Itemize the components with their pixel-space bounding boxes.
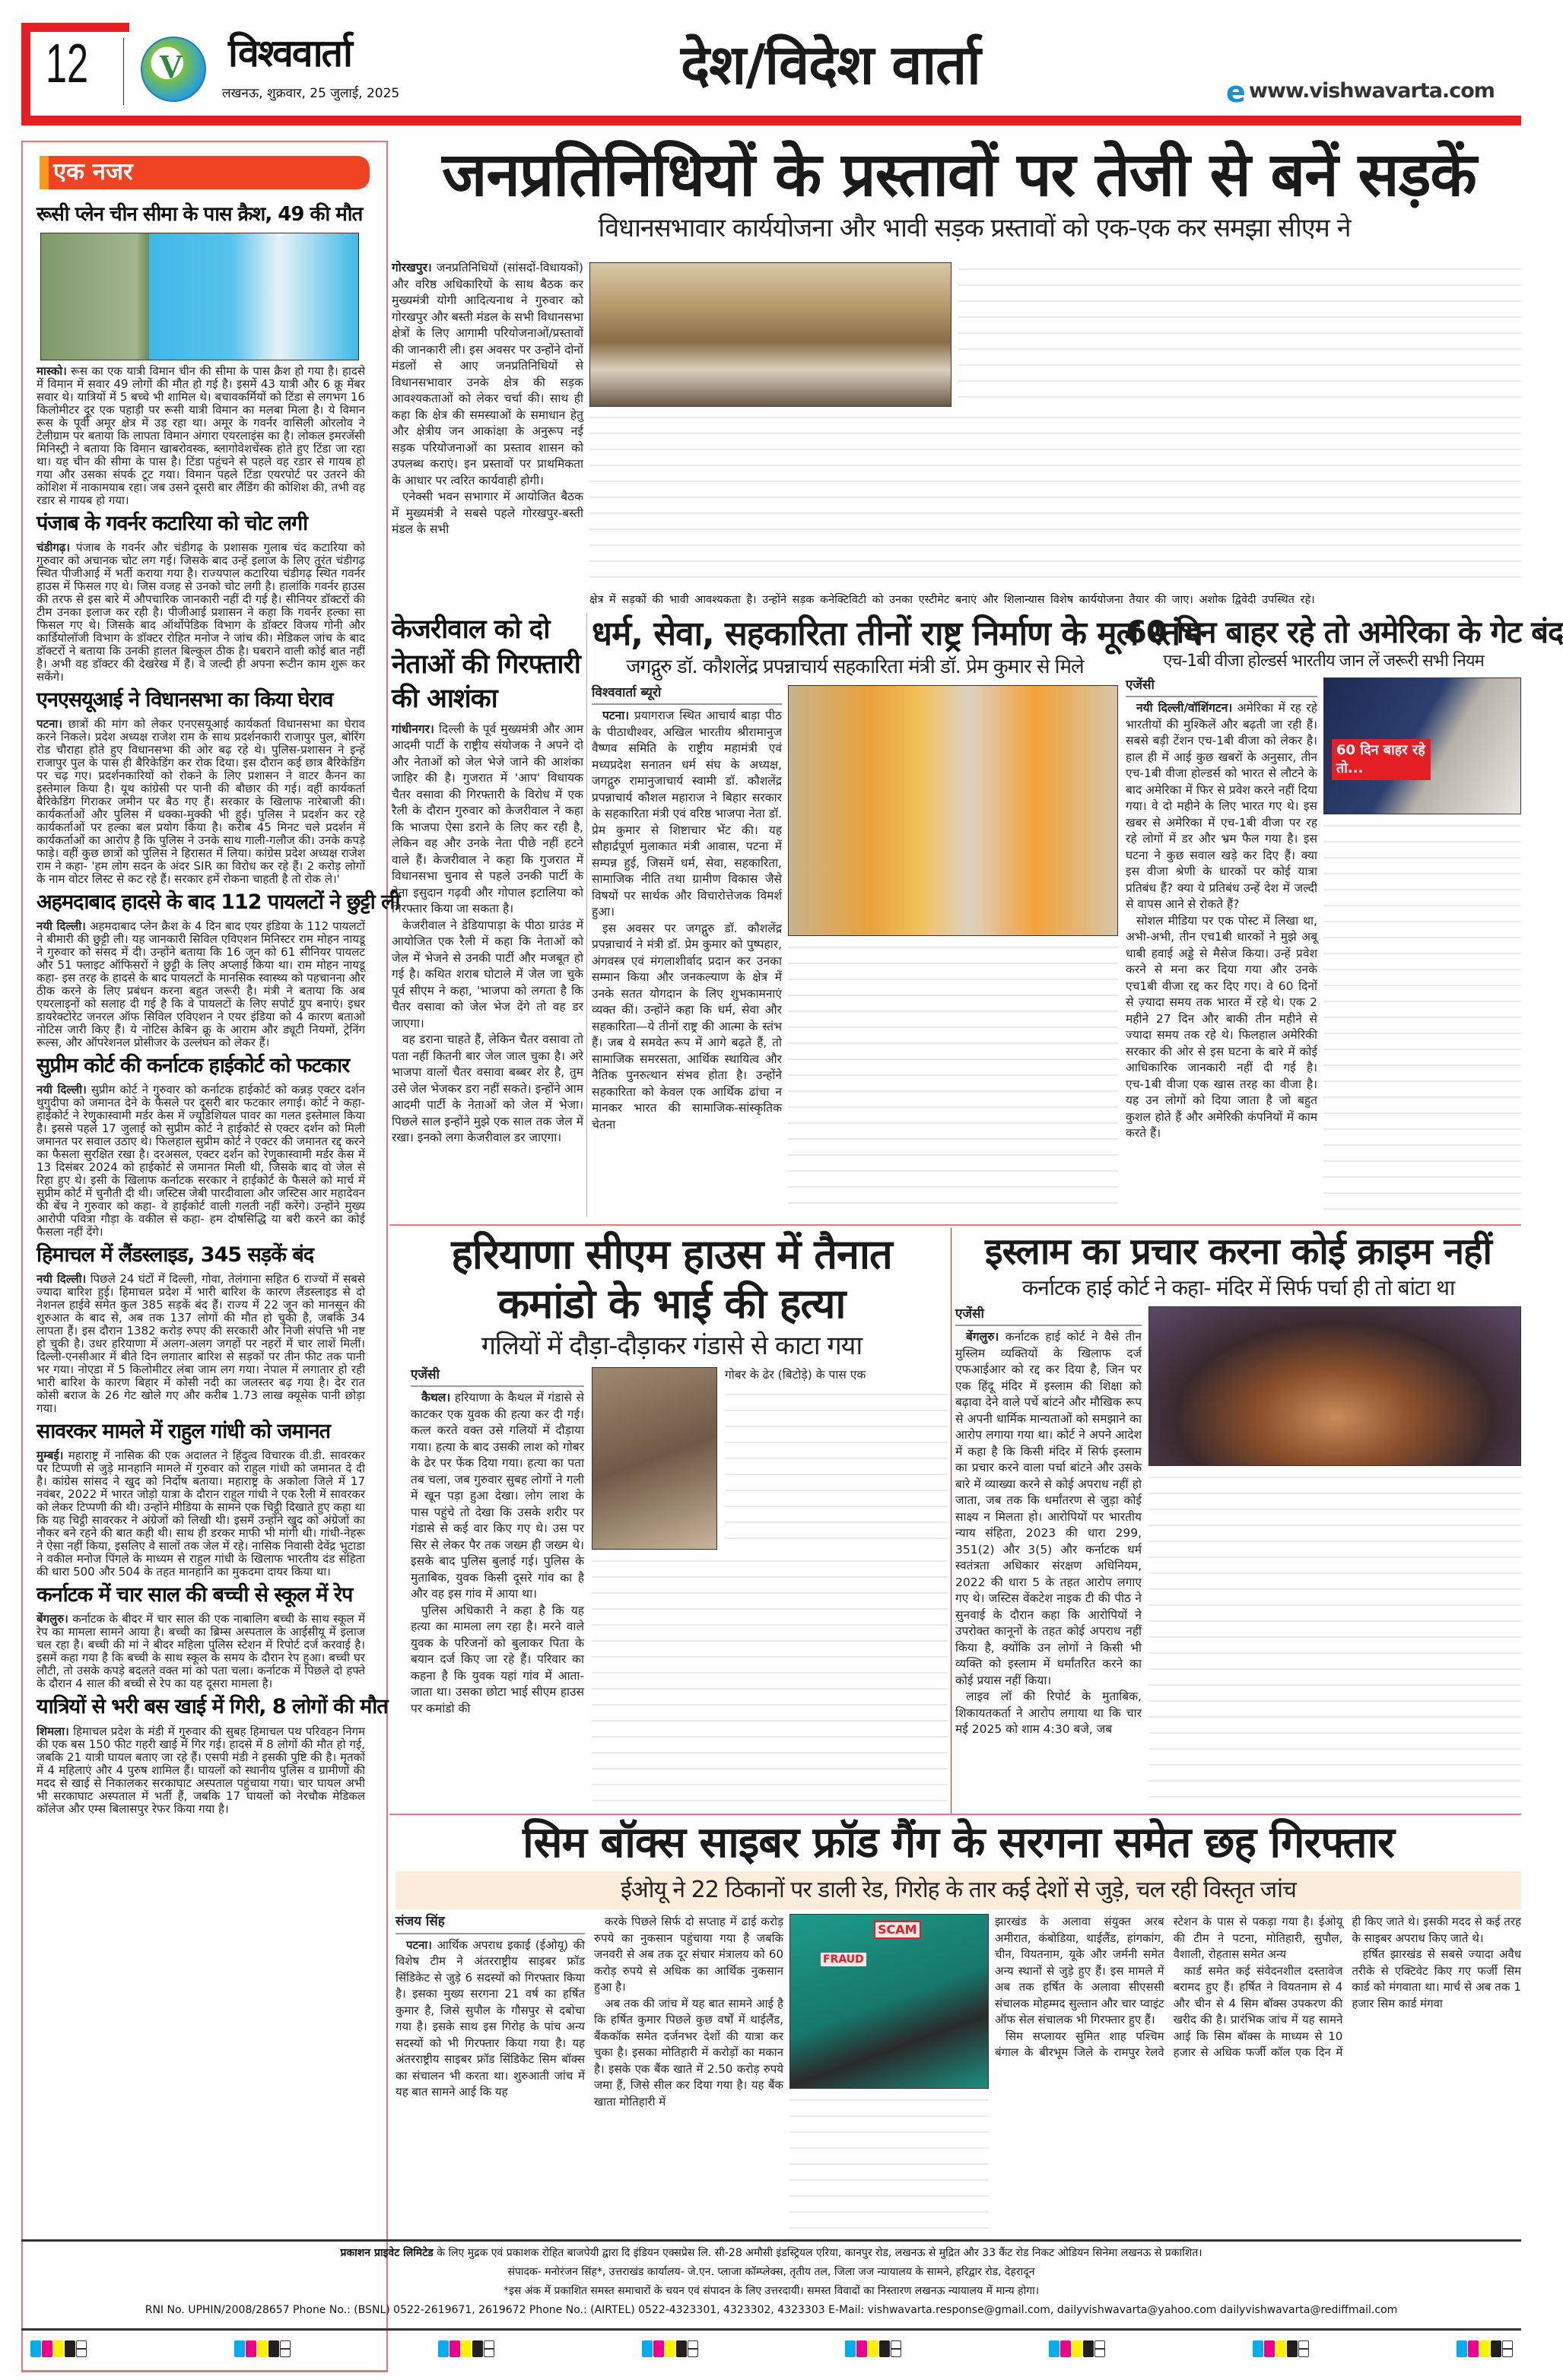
ek-nazar-headline: कर्नाटक में चार साल की बच्ची से स्कूल में रेप xyxy=(37,1583,353,1607)
simbox-columns xyxy=(396,1914,1521,2237)
ek-nazar-label-bar xyxy=(40,156,370,189)
imprint-line1 xyxy=(21,2244,1521,2263)
haryana-para: पुलिस अधिकारी ने कहा है कि यह हत्या का मामला लग रहा है। मरने वाले युवक के परिजनों को बुलाकर पिता के बयान दर्ज किए जा रहे हैं। परिवार का कहना है कि युवक यहां गांव में आता-जाता था। उसका छोटा भाई सीएम हाउस पर कमांडो की xyxy=(411,1603,584,1715)
simbox-para: कार्ड समेत कई संवेदनशील दस्तावेज बरामद हुए हैं। हर्षित ने वियतनाम से 4 और चीन से 4 सिम बॉक्स उपकरण की खरीद की है। प्रारंभिक जांच में यह सामने आई कि सिम बॉक्स के माध्यम से 10 हजार से अधिक फर्जी कॉल एक दिन में ही किए जाते थे। इसकी मदद से कई तरह के साइबर अपराध किए जाते थे। xyxy=(1173,1915,1521,2060)
logo-v-mark: V xyxy=(159,48,183,85)
color-swatch xyxy=(665,2340,675,2357)
dharm-para: प्रयागराज स्थित आचार्य बाड़ा पीठ के पीठाधीश्वर, अखिल भारतीय श्रीरामानुज वैष्णव समिति के राष्ट्रीय महामंत्री एवं मध्यप्रदेश सनातन धर्म संघ के अध्यक्ष, जगद्गुरु रामानुजाचार्य स्वामी डॉ. कौशलेंद्र प्रपन्नाचार्य कौशल महाराज ने बिहार सरकार के सहकारिता मंत्री एवं वरिष्ठ भाजपा नेता डॉ. प्रेम कुमार से शिष्टाचार भेंट की। यह सौहार्द्रपूर्ण मुलाकात मंत्री आवास, पटना में सम्पन्न हुई, जिसमें धर्म, सेवा, सहकारिता, सामाजिक नीति तथा ग्रामीण विकास जैसे विषयों पर सार्थक और विचारोत्तेजक विमर्श हुआ। xyxy=(592,709,782,919)
simbox-para: आर्थिक अपराध इकाई (ईओयू) की विशेष टीम ने अंतरराष्ट्रीय साइबर फ्रॉड सिंडिकेट से जुड़े 6 सदस्यों को गिरफ्तार किया है। इसका मुख्य सरगना 21 वर्ष का हर्षित कुमार है, जिसे सुपौल के गौसपुर से दबोचा गया है। इसके साथ इस गिरोह के पांच अन्य सदस्यों को भी गिरफ्तार किया गया है। यह अंतरराष्ट्रीय साइबर फ्रॉड सिंडिकेट सिम बॉक्स का संचालन भी करता था। शुरुआती जांच में यह बात सामने आई कि यह xyxy=(396,1937,585,2099)
simbox-headline: सिम बॉक्स साइबर फ्रॉड गैंग के सरगना समेत छह गिरफ्तार xyxy=(523,1818,1394,1868)
dharm-para: इस अवसर पर जगद्गुरु डॉ. कौशलेंद्र प्रपन्नाचार्य ने मंत्री डॉ. प्रेम कुमार को पुष्पहार, अंगवस्त्र एवं मंगलाशीर्वाद प्रदान कर उनका सम्मान किया और जनकल्याण के क्षेत्र में उनके सतत योगदान के लिए शुभकामनाएं व्यक्त कीं। उन्होंने कहा कि धर्म, सेवा और सहकारिता—ये तीनों राष्ट्र की आत्मा के स्तंभ हैं। जब ये समवेत रूप में आगे बढ़ते हैं, तो सामाजिक समरसता, आर्थिक स्थायित्व और नैतिक पुनरुत्थान संभव होता है। उन्होंने सहकारिता को केवल एक आर्थिक ढांचा न मानकर भारत की सामाजिक-सांस्कृतिक चेतना xyxy=(592,921,782,1131)
ek-nazar-body: पंजाब के गवर्नर और चंडीगढ़ के प्रशासक गुलाब चंद कटारिया को गुरुवार को अचानक चोट लग गई। जिसके बाद उन्हें इलाज के लिए तुरंत चंडीगढ़ स्थित पीजीआई में भर्ती कराया गया है। राज्यपाल कटारिया चंडीगढ़ स्थित गवर्नर हाउस में फिसल गए थे। जिस वजह से उनको चोट लगी है। हालांकि गवर्नर हाउस की तरफ से इस बारे में औपचारिक जानकारी नहीं दी गई है। सीनियर डॉक्टरों की टीम उनका इलाज कर रही है। पीजीआई प्रशासन ने कहा कि गवर्नर हल्का सा फिसल गए थे। जिसके बाद ऑर्थोपेडिक विभाग के डॉक्टर विजय गोनी और कार्डियोलॉजी विभाग के डॉक्टर रोहित मनोज ने जांच की। मेडिकल जांच के बाद डॉक्टरों ने बताया कि उनकी हालत बिल्कुल ठीक है। घबराने वाली कोई बात नहीं है। अभी वह डॉक्टर की देखरेख में हैं। वे जल्दी ही अपना रूटीन काम शुरू कर सकेंगे। xyxy=(37,540,365,684)
simbox-story xyxy=(396,1817,1521,2237)
ek-nazar-dateline: पटना। xyxy=(37,716,62,731)
kejriwal-body xyxy=(392,722,583,1217)
ie-logo-icon: e xyxy=(1226,75,1246,109)
footer-rule xyxy=(21,2239,1521,2242)
simbox-body-left xyxy=(396,1914,783,2237)
islam-dateline: बेंगलुरु। xyxy=(966,1330,999,1344)
ek-nazar-headline: सावरकर मामले में राहुल गांधी को जमानत xyxy=(37,1420,330,1444)
islam-para: लाइव लॉ की रिपोर्ट के मुताबिक, शिकायतकर्ता ने आरोप लगाया था कि चार मई 2025 को शाम 4:30 बजे, जब xyxy=(955,1690,1142,1737)
ek-nazar-text xyxy=(37,1725,365,1816)
ek-nazar-text xyxy=(37,541,365,684)
section-title: देश/विदेश वार्ता xyxy=(681,33,980,97)
lead-dateline: गोरखपुर। xyxy=(392,261,432,274)
photo-label: SCAM xyxy=(874,1921,921,1939)
color-bar-group xyxy=(234,2340,291,2360)
masthead-bracket-left xyxy=(21,23,30,125)
registration-mark xyxy=(891,2340,901,2357)
ek-nazar-headline: हिमाचल में लैंडस्लाइड, 345 सड़कें बंद xyxy=(37,1243,314,1268)
simbox-subheadline: ईओयू ने 22 ठिकानों पर डाली रेड, गिरोह के तार कई देशों से जुड़े, चल रही विस्तृत जांच xyxy=(621,1877,1296,1904)
imprint-contact-line: RNI No. UPHIN/2008/28657 Phone No.: (BSNL) 0522-2619671, 2619672 Phone No.: (AIRTEL) 0522-4323301, 4323302, 4323303 E-Mail: vishwavarta.response@gmail.com, dailyvishwavarta@yahoo.com dailyvishwavarta@rediffmail.com xyxy=(145,2304,1398,2316)
registration-mark xyxy=(688,2340,698,2357)
ek-nazar-dateline: मुम्बई। xyxy=(37,1449,64,1463)
ek-nazar-text xyxy=(37,1273,365,1415)
kejriwal-dateline: गांधीनगर। xyxy=(392,722,434,736)
ek-nazar-body: महाराष्ट्र में नासिक की एक अदालत ने हिंदुत्व विचारक वी.डी. सावरकर पर टिप्पणी से जुड़े मानहानि मामले में गुरुवार को राहुल गांधी को जमानत दे दी है। कांग्रेस सांसद ने खुद को निर्दोष बताया। महाराष्ट्र के अकोला जिले में 17 नवंबर, 2022 में भारत जोड़ो यात्रा के दौरान राहुल गांधी ने एक रैली में सावरकर को लेकर टिप्पणी की थी। उन्होंने मीडिया के सामने एक चिट्ठी दिखाते हुए कहा था कि यह चिट्ठी सावरकर ने अंग्रेजों को लिखी थी। इसमें उन्होंने खुद को अंग्रेजों का नौकर बने रहने की बात कही थी। साथ ही डरकर माफी भी मांगी थी। गांधी-नेहरू ने ऐसा नहीं किया, इसलिए वे सालों तक जेल में रहे। नासिक निवासी देवेंद्र भुटाडा ने वकील मनोज पिंगले के माध्यम से राहुल गांधी के खिलाफ भारतीय दंड संहिता की धारा 500 और 504 के तहत मानहानि का मुकदमा दायर किया था। xyxy=(37,1449,365,1579)
divider xyxy=(389,1814,1521,1815)
color-swatch xyxy=(653,2340,664,2357)
page-number: 12 xyxy=(46,33,89,94)
islam-body xyxy=(955,1306,1142,1810)
color-swatch xyxy=(472,2340,483,2357)
h1b-body-continued xyxy=(1323,819,1521,1217)
dharm-byline: विश्ववार्ता ब्यूरो xyxy=(592,685,782,706)
imprint-line2: संपादक- मनोरंजन सिंह*, उत्तराखंड कार्यालय- जे.एन. प्लाजा कॉम्प्लेक्स, तृतीय तल, जिला जज न्यायालय के सामने, हरिद्वार रोड, देहरादून xyxy=(507,2266,1035,2278)
haryana-columns xyxy=(396,1367,948,1810)
islam-subheadline: कर्नाटक हाई कोर्ट ने कहा- मंदिर में सिर्फ पर्चा ही तो बांटा था xyxy=(1021,1274,1455,1300)
lead-para: एनेक्सी भवन सभागार में आयोजित बैठक में मुख्यमंत्री ने सबसे पहले गोरखपुर-बस्ती मंडल के सभी xyxy=(392,490,583,536)
ek-nazar-dateline: मास्को। xyxy=(37,363,67,378)
simbox-para: करके पिछले सिर्फ दो सप्ताह में ढाई करोड़ रुपये का नुकसान पहुंचाया गया है जबकि जनवरी से अब तक दूर संचार मंत्रालय को 60 करोड़ रुपये से अधिक का आर्थिक नुकसान हुआ है। xyxy=(594,1915,783,1994)
ek-nazar-body: छात्रों की मांग को लेकर एनएसयूआई कार्यकर्ता विधानसभा का घेराव करने निकले। प्रदेश अध्यक्ष राजेश राम के साथ प्रदर्शनकारी राजापुर पुल, बोरिंग रोड चौराहा होते हुए विधानसभा की ओर बढ़ रहे थे। पुलिस-प्रशासन ने इन्हें राजापुर पुल के पास ही बैरिकेडिंग कर रोक दिया। इस दौरान कई छात्र बैरिकेडिंग पर चढ़ गए। प्रदर्शनकारियों को रोकने के लिए प्रशासन ने वाटर कैनन का इस्तेमाल किया है। यूथ कांग्रेसी पर पानी की बौछार की गई। वहीं कार्यकर्ता बैरिकेडिंग गिराकर जमीन पर बैठ गए हैं। सरकार के खिलाफ नारेबाजी की। कार्यकर्ताओं और पुलिस में धक्का-मुक्की भी हुई। पुलिस ने प्रदर्शन कर रहे कार्यकर्ताओं पर हल्का बल प्रयोग किया है। करीब 45 मिनट चले प्रदर्शन में कार्यकर्ताओं का आरोप है कि पुलिस ने उनके साथ गाली-गलौज की। उनके कपड़े फाड़े। वहीं कुछ छात्रों को पुलिस ने हिरासत में लिया। कांग्रेस प्रदेश अध्यक्ष राजेश राम ने कहा- 'हम लोग सदन के अंदर SIR का विरोध कर रहे हैं। 2 करोड़ लोगों के नाम वोटर लिस्ट से कट रहे हैं। सरकार हमें रोकना चाहती है तो रोक ले।' xyxy=(37,716,365,886)
color-swatch xyxy=(53,2340,64,2357)
color-swatch xyxy=(1287,2340,1298,2357)
h1b-story xyxy=(1126,614,1563,1217)
color-swatch xyxy=(676,2340,687,2357)
haryana-dateline: कैथल। xyxy=(421,1391,451,1405)
kejriwal-headline: केजरीवाल को दो नेताओं की गिरफ्तारी की आशंका xyxy=(392,614,580,714)
simbox-para: अब तक की जांच में यह बात सामने आई है कि हर्षित कुमार पिछले कुछ वर्षों में थाईलैंड, बैंककॉक समेत दर्जनभर देशों की यात्रा कर चुका है। इसका मोतिहारी में करोड़ों का मकान है। इसके एक बैंक खाते में 2.50 करोड़ रुपये जमा हैं, जिसे सील कर दिया गया है। यह बैंक खाता मोतिहारी में xyxy=(594,1996,783,2109)
haryana-headline-line1: हरियाणा सीएम हाउस में तैनात xyxy=(451,1230,892,1278)
h1b-photo-caption: 60 दिन बाहर रहे तो... xyxy=(1332,739,1431,780)
color-bar-group xyxy=(1049,2340,1106,2360)
lead-body-continued xyxy=(958,262,1521,411)
ek-nazar-text xyxy=(37,718,365,886)
ek-nazar-dateline: नयी दिल्ली। xyxy=(37,1083,87,1097)
color-swatch xyxy=(1264,2340,1275,2357)
h1b-byline: एजेंसी xyxy=(1126,678,1317,698)
color-swatch xyxy=(1253,2340,1263,2357)
ek-nazar-dateline: चंडीगढ़। xyxy=(37,540,71,554)
kejriwal-story xyxy=(392,613,583,1217)
color-bar-group xyxy=(30,2340,87,2360)
color-swatch xyxy=(438,2340,449,2357)
ek-nazar-dateline: नयी दिल्ली। xyxy=(37,1272,87,1287)
dharm-photo xyxy=(788,685,1118,936)
color-swatch xyxy=(1457,2340,1467,2357)
color-bar-group xyxy=(1253,2340,1310,2360)
imprint-line3: *इस अंक में प्रकाशित समस्त समाचारों के चयन एवं संपादन के लिए उत्तरदायी। समस्त विवादों का निस्तारण लखनऊ न्यायालय में मान्य होगा। xyxy=(503,2285,1040,2297)
dharm-headline: धर्म, सेवा, सहकारिता तीनों राष्ट्र निर्माण के मूल स्तंभ xyxy=(592,614,1202,653)
registration-mark xyxy=(280,2340,291,2357)
plane-crash-photo xyxy=(40,233,359,360)
color-swatch xyxy=(845,2340,856,2357)
ek-nazar-body: सुप्रीम कोर्ट ने गुरुवार को कर्नाटक हाईकोर्ट को कन्नड़ एक्टर दर्शन थुगुदीपा को जमानत देने के फैसले पर दूसरी बार फटकार लगाई। कोर्ट ने कहा- हाईकोर्ट ने रेणुकास्वामी मर्डर केस में ज्यूडिशियल पावर का गलत इस्तेमाल किया है। इससे पहले 17 जुलाई को सुप्रीम कोर्ट ने हाईकोर्ट से एक्टर दर्शन को मिली जमानत पर सवाल उठाए थे। फिलहाल सुप्रीम कोर्ट ने एक्टर की जमानत रद्द करने का फैसला सुरक्षित रखा है। दरअसल, एक्टर दर्शन को रेणुकास्वामी मर्डर केस में 13 दिसंबर 2024 को हाईकोर्ट से जमानत मिली थी, जिसके बाद वो जेल से रिहा हुए थे। इसी के खिलाफ कर्नाटक सरकार ने हाईकोर्ट के फैसले को मार्च में सुप्रीम कोर्ट में चुनौती दी थी। जस्टिस जेबी पारदीवाला और जस्टिस आर महादेवन की बेंच ने गुरुवार को कहा- वे हाईकोर्ट वाली गलती नहीं करेंगे। उन्होंने मुख्य आरोपी पवित्रा गौड़ा के वकील से कहा- हम दोषसिद्धि या बरी करने का कोई फैसला नहीं देंगे। xyxy=(37,1083,365,1239)
islam-photo-gavel xyxy=(1148,1306,1521,1466)
color-swatch xyxy=(1479,2340,1490,2357)
color-swatch xyxy=(1060,2340,1071,2357)
color-swatch xyxy=(1491,2340,1501,2357)
color-swatch xyxy=(1049,2340,1059,2357)
lead-headline: जनप्रतिनिधियों के प्रस्तावों पर तेजी से बनें सड़कें xyxy=(442,139,1476,210)
divider xyxy=(389,1224,1521,1226)
h1b-subheadline: एच-1बी वीजा होल्डर्स भारतीय जान लें जरूरी सभी नियम xyxy=(1163,652,1484,671)
ek-nazar-body: कर्नाटक के बीदर में चार साल की एक नाबालिग बच्ची के साथ स्कूल में रेप का मामला सामने आया है। बच्ची का ब्रिम्स अस्पताल के आईसीयू में इलाज चल रहा है। बच्ची की मां ने बीदर महिला पुलिस स्टेशन में रिपोर्ट दर्ज करवाई है। इसमें कहा गया है कि बच्ची के साथ स्कूल के समय के दौरान रेप हुआ। बच्ची घर लौटी, तो उसके कपड़े बदलते वक्त मां को पता चला। कर्नाटक में पिछले दो हफ्ते के दौरान 4 साल की बच्ची से रेप का यह दूसरा मामला है। xyxy=(37,1612,365,1691)
islam-body-continued xyxy=(1148,1471,1521,1810)
color-swatch xyxy=(30,2340,41,2357)
color-swatch xyxy=(1072,2340,1082,2357)
color-swatch xyxy=(1275,2340,1286,2357)
print-color-marks xyxy=(30,2340,1514,2360)
lead-subheadline: विधानसभावार कार्ययोजना और भावी सड़क प्रस्तावों को एक-एक कर समझा सीएम ने xyxy=(598,213,1351,243)
ek-nazar-headline: सुप्रीम कोर्ट की कर्नाटक हाईकोर्ट को फटकार xyxy=(37,1054,350,1078)
color-bar-group xyxy=(642,2340,699,2360)
color-swatch xyxy=(65,2340,75,2357)
simbox-photo-fraud xyxy=(789,1914,989,2089)
haryana-body-continued xyxy=(592,1554,948,1810)
imprint-text: के लिए मुद्रक एवं प्रकाशक रोहित बाजपेयी द्वारा दि इंडियन एक्सप्रेस लि. सी-28 अमौसी इंडस्ट्रियल एरिया, कानपुर रोड, लखनऊ से मुद्रित और 33 कैंट रोड निकट ओडियन सिनेमा लखनऊ से प्रकाशित। xyxy=(437,2247,1202,2259)
color-bar-group xyxy=(1457,2340,1514,2360)
lead-header xyxy=(397,138,1521,257)
divider xyxy=(123,38,124,105)
ek-nazar-headline: अहमदाबाद हादसे के बाद 112 पायलटों ने छुट्टी ली xyxy=(37,890,400,914)
registration-mark xyxy=(1094,2340,1105,2357)
dharm-body xyxy=(592,685,782,1217)
column-rule xyxy=(586,613,587,1217)
islam-story xyxy=(955,1230,1521,1810)
ek-nazar-text xyxy=(37,1613,365,1690)
lead-body-continued xyxy=(589,411,1521,585)
color-swatch xyxy=(879,2340,890,2357)
color-swatch xyxy=(1468,2340,1479,2357)
h1b-dateline: नयी दिल्ली/वॉशिंगटन। xyxy=(1136,701,1233,716)
color-swatch xyxy=(234,2340,245,2357)
simbox-para: सिम सप्लायर सुमित शाह पश्चिम बंगाल के बीरभूम जिले के रामपुर रेलवे स्टेशन के पास से पकड़ा गया है। ईओयू की टीम ने पटना, मोतिहारी, सुपौल, वैशाली, रोहतास समेत अन्य xyxy=(995,1915,1343,2060)
registration-mark xyxy=(76,2340,87,2357)
haryana-para: हरियाणा के कैथल में गंडासे से काटकर एक युवक की हत्या कर दी गई। कत्ल करते वक्त उसे गलियों में दौड़ाया गया। हत्या के बाद उसकी लाश को गोबर के ढेर पर फेंक दिया गया। हत्या का पता तब चला, जब गुरुवार सुबह लोगों ने गली में खून पड़ा हुआ देखा। लोग लाश के पास पहुंचे तो देखा कि उसके शरीर पर गंडासे से कई वार किए गए थे। उस पर सिर से लेकर पैर तक जख्म ही जख्म थे। इसके बाद पुलिस बुलाई गई। पुलिस के मुताबिक, युवक किसी दूसरे गांव का है और वह इस गांव में आया था। xyxy=(411,1391,584,1601)
website-link[interactable]: www.vishwavarta.com xyxy=(1249,79,1495,103)
color-swatch xyxy=(461,2340,472,2357)
haryana-headline-line2: कमांडो के भाई की हत्या xyxy=(497,1279,846,1328)
ek-nazar-headline: पंजाब के गवर्नर कटारिया को चोट लगी xyxy=(37,511,308,535)
dateline: लखनऊ, शुक्रवार, 25 जुलाई, 2025 xyxy=(222,86,400,101)
h1b-para: सोशल मीडिया पर एक पोस्ट में लिखा था, अभी-अभी, तीन एच1बी धारकों ने मुझे अबू धाबी हवाई अड्डे से मैसेज किया। उन्हें प्रवेश करने से मना कर दिया गया और उनके एच1बी वीजा रद्द कर दिए गए। वे 60 दिनों से ज़्यादा समय तक भारत में रहे थे। एक 2 महीने 27 दिन और बाकी तीन महीने से ज्यादा समय तक रहे थे। फिलहाल अमेरिकी सरकार की ओर से इस घटना के बारे में कोई आधिकारिक जानकारी नहीं दी गई है। एच-1बी वीजा एक खास तरह का वीजा है। यह उन लोगों को दिया जाता है जो बहुत कुशल होते हैं और अमेरिकी कंपनियों में काम करते हैं। xyxy=(1126,913,1317,1141)
haryana-para: गोबर के ढेर (बिटोड़े) के पास एक xyxy=(725,1367,866,1382)
ek-nazar-headline: रूसी प्लेन चीन सीमा के पास क्रैश, 49 की मौत xyxy=(37,203,363,226)
color-bar-group xyxy=(438,2340,495,2360)
ek-nazar-dateline: शिमला। xyxy=(37,1724,69,1738)
registration-mark xyxy=(1298,2340,1309,2357)
haryana-byline: एजेंसी xyxy=(411,1367,584,1388)
ek-nazar-body: हिमाचल प्रदेश के मंडी में गुरुवार की सुबह हिमाचल पथ परिवहन निगम की एक बस 150 फीट गहरी खाई में गिर गई। हादसे में 8 लोगों की मौत हो गई, जबकि 21 यात्री घायल बताए जा रहे हैं। एसपी मंडी ने इसकी पुष्टि की है। मृतकों में 4 महिलाएं और 4 पुरुष शामिल हैं। घायलों को स्थानीय पुलिस व ग्रामीणों की मदद से खाई से निकालकर सरकाघाट अस्पताल पहुंचाया गया। चार घायल अभी भी सरकाघाट अस्पताल में भर्ती हैं, जबकि 17 घायलों को नेरचौक मेडिकल कॉलेज और एम्स बिलासपुर रेफर किया गया है। xyxy=(37,1724,365,1816)
ek-nazar-label: एक नजर xyxy=(53,158,133,186)
ek-nazar-body: रूस का एक यात्री विमान चीन की सीमा के पास क्रैश हो गया है। हादसे में विमान में सवार 49 लोगों की मौत हो गई है। इसमें 43 यात्री और 6 क्रू मेंबर सवार थे। यात्रियों में 5 बच्चे भी शामिल थे। बचावकर्मियों को टिंडा से लगभग 16 किलोमीटर दूर एक पहाड़ी पर रूसी यात्री विमान का मलबा मिला है। ये विमान रूस के पूर्वी अमूर क्षेत्र में उड़ रहा था। अमूर के गवर्नर वासिली ओरलोव ने टेलीग्राम पर बताया कि लापता विमान अंगारा एयरलाइंस का है। लोकल इमरजेंसी मिनिस्ट्री ने बताया कि विमान खाबरोवस्क, ब्लागोवेशचेंस्क होते हुए टिंडा जा रहा था। यह चीन की सीमा के पास है। टिंडा पहुंचने से पहले वह रडार से गायब हो गया और उसका संपर्क टूट गया। विमान पहले टिंडा एयरपोर्ट पर उतरने की कोशिश में नाकामयाब रहा। जब उसने दूसरी बार लैंडिंग की कोशिश की, तभी वह रडार से गायब हो गया। xyxy=(37,363,365,507)
haryana-body-col2 xyxy=(725,1367,948,1384)
simbox-body-right xyxy=(995,1914,1521,2237)
ek-nazar-text xyxy=(37,920,365,1049)
color-swatch xyxy=(246,2340,256,2357)
islam-para: कर्नाटक हाई कोर्ट ने वैसे तीन मुस्लिम व्यक्तियों के खिलाफ दर्ज एफआईआर को रद्द कर दिया है, जिन पर एक हिंदू मंदिर में इस्लाम की शिक्षा को बढ़ावा देने वाले पर्चे बांटने और मौखिक रूप से अपनी धार्मिक मान्यताओं को समझाने का आरोप लगाया गया था। कोर्ट ने अपने आदेश में कहा है कि किसी मंदिर में सिर्फ इस्लाम का प्रचार करने वाला पर्चा बांटने और उसके बारे में व्याख्या करने से कोई अपराध नहीं हो जाता, जब तक कि धर्मांतरण से जुड़ा कोई साक्ष्य न मिलता हो। आरोपियों पर भारतीय न्याय संहिता, 2023 की धारा 299, 351(2) और 3(5) और कर्नाटक धर्म स्वतंत्रता अधिकार संरक्षण अधिनियम, 2022 की धारा 5 के तहत आरोप लगाए गए थे। जस्टिस वेंकटेश नाइक टी की पीठ ने सुनवाई के दौरान कहा कि आरोपियों ने उपरोक्त कानूनों के तहत कोई अपराध नहीं किया है, क्योंकि उन लोगों ने किसी भी व्यक्ति को इस्लाम में धर्मांतरित करने का कोई प्रयास नहीं किया। xyxy=(955,1330,1142,1687)
kejriwal-para: वह डराना चाहते हैं, लेकिन चैतर वसावा तो पता नहीं कितनी बार जेल जाल चुका है। अरे भाजपा वालों चैतर वसावा बब्बर शेर है, तुम उसे जेल भेजकर डरा नहीं सकते। इन्होंने आम आदमी पार्टी के नेताओं को जेल में भेजा। पिछले साल इन्होंने मुझे एक साल तक जेल में रखा। इनको लगा केजरीवाल डर जाएगा। xyxy=(392,1033,583,1144)
masthead-rule xyxy=(21,116,1521,125)
ek-nazar-body: पिछले 24 घंटों में दिल्ली, गोवा, तेलंगाना सहित 6 राज्यों में सबसे ज्यादा बारिश हुई। हिमाचल प्रदेश में भारी बारिश के कारण लैंडस्लाइड से दो नेशनल हाईवे समेत कुल 385 सड़कें बंद हैं। राज्य में 22 जून को मानसून की शुरुआत के बाद से, अब तक 137 लोगों की मौत हो चुकी है, जबकि 34 लापता हैं। इस दौरान 1382 करोड़ रुपए की सरकारी और निजी संपत्ति भी नष्ट हो चुकी है। उधर हरियाणा में अलग-अलग जगहों पर नहरों में चार लाशें मिलीं। दिल्ली-एनसीआर में बीते दिन लगातार बारिश से सड़कों पर तीन फीट तक पानी भर गया। नोएडा में 5 किलोमीटर लंबा जाम लग गया। नेपाल में लगातार हो रही भारी बारिश के कारण बिहार में कोसी नदी का जलस्तर बढ़ गया है। देर रात कोसी बराज के 26 गेट खोले गए और करीब 1.73 लाख क्यूसेक पानी छोड़ा गया। xyxy=(37,1272,365,1416)
haryana-story xyxy=(396,1230,948,1810)
color-swatch xyxy=(268,2340,279,2357)
simbox-body-continued xyxy=(789,2093,989,2237)
color-swatch xyxy=(642,2340,653,2357)
lead-para: जनप्रतिनिधियों (सांसदों-विधायकों) और वरिष्ठ अधिकारियों के साथ बैठक कर मुख्यमंत्री योगी आदित्यनाथ ने गुरुवार को गोरखपुर और बस्ती मंडल के सभी विधानसभा क्षेत्रों के लिए आगामी परियोजनाओं/प्रस्तावों की जानकारी ली। इस अवसर पर उन्होंने दोनों मंडलों से आए जनप्रतिनिधियों से विधानसभावार उनके क्षेत्र की सड़क आवश्यकताओं को लेकर चर्चा की। साथ ही कहा कि क्षेत्र की समस्याओं के समाधान हेतु और क्षेत्रीय जन आकांक्षा के अनुरूप नई सड़क परियोजनाओं का प्रस्ताव शासन को उपलब्ध कराएं। इन प्रस्तावों पर प्राथमिकता के आधार पर त्वरित कार्यवाही होगी। xyxy=(392,261,583,487)
lead-closing-line: क्षेत्र में सड़कों की भावी आवश्यकता है। उन्होंने सड़क कनेक्टिविटी को उनका एस्टीमेट बनाएं और शिलान्यास विशेष कार्ययोजना तैयार की जाए। अशोक द्विवेदी उपस्थित रहे। xyxy=(589,594,1315,606)
color-swatch xyxy=(868,2340,878,2357)
color-swatch xyxy=(42,2340,52,2357)
color-bar-group xyxy=(845,2340,902,2360)
kejriwal-para: दिल्ली के पूर्व मुख्यमंत्री और आम आदमी पार्टी के राष्ट्रीय संयोजक ने अपने दो और नेताओं को जेल भेजे जाने की आशंका जाहिर की है। गुजरात में 'आप' विधायक चैतर वसावा की गिरफ्तारी के विरोध में एक रैली के दौरान गुरुवार को केजरीवाल ने कहा कि भाजपा ऐसा डराने के लिए कर रही है, लेकिन वह और उनके नेता पीछे नहीं हटने वाले हैं। केजरीवाल ने कहा कि गुजरात में विधानसभा चुनाव से पहले उनकी पार्टी के नेता इसुदान गढ़वी और गोपाल इटालिया को गिरफ्तार किया जा सकता है। xyxy=(392,722,583,916)
paper-name: विश्ववार्ता xyxy=(228,31,351,75)
imprint xyxy=(21,2244,1521,2320)
dharm-body-continued xyxy=(788,941,1118,1217)
h1b-body xyxy=(1126,678,1317,1217)
masthead-bracket-top xyxy=(21,23,129,32)
islam-columns xyxy=(955,1306,1521,1810)
ek-nazar-text xyxy=(37,365,365,507)
registration-mark xyxy=(484,2340,494,2357)
h1b-para: अमेरिका में रह रहे भारतीयों की मुश्किलें और बढ़ती जा रही हैं। सबसे बड़ी टेंशन एच-1बी वीजा को लेकर है। हाल ही में आई कुछ खबरों के अनुसार, तीन एच-1बी वीजा होल्डर्स को भारत से लौटने के बाद अमेरिका में फिर से प्रवेश करने नहीं दिया गया। वे दो महीने के लिए भारत गए थे। इस खबर से अमेरिका में एच-1बी वीजा पर रह रहे लोगों में डर और भ्रम फैल गया है। इस घटना ने कुछ सवाल खड़े कर दिए हैं। क्या इस वीजा श्रेणी के धारकों पर कोई यात्रा प्रतिबंध हैं? क्या ये प्रतिबंध उन्हें देश में जल्दी से वापस आने से रोकते हैं? xyxy=(1126,701,1317,912)
publisher-name: प्रकाशन प्राइवेट लिमिटेड xyxy=(340,2247,434,2259)
simbox-byline: संजय सिंह xyxy=(396,1914,585,1934)
h1b-headline: 60 दिन बाहर रहे तो अमेरिका के गेट बंद xyxy=(1126,615,1563,650)
ek-nazar-headline: यात्रियों से भरी बस खाई में गिरी, 8 लोगों की मौत xyxy=(37,1695,388,1719)
islam-headline: इस्लाम का प्रचार करना कोई क्राइम नहीं xyxy=(985,1230,1492,1273)
ek-nazar-text xyxy=(37,1084,365,1239)
color-swatch xyxy=(257,2340,268,2357)
kejriwal-para: केजरीवाल ने डेडियापाड़ा के पीठा ग्राउंड में आयोजित एक रैली में कहा कि नेताओं को जेल में भेजने से उनकी पार्टी और मजबूत हो गई है। कथित शराब घोटाले में जेल जा चुके पूर्व सीएम ने कहा, 'भाजपा को लगता है कि चैतर वसावा को जेल भेज देंगे तो वह डर जाएगा। xyxy=(392,918,583,1030)
ek-nazar-dateline: बेंगलुरु। xyxy=(37,1612,68,1626)
dharm-dateline: पटना। xyxy=(602,709,630,723)
simbox-dateline: पटना। xyxy=(406,1937,432,1952)
h1b-photo-passport xyxy=(1323,678,1521,814)
haryana-subheadline: गलियों में दौड़ा-दौड़ाकर गंडासे से काटा गया xyxy=(481,1330,863,1361)
photo-label: FRAUD xyxy=(821,1953,866,1966)
simbox-subheadline-bar xyxy=(396,1871,1521,1909)
color-swatch xyxy=(1083,2340,1094,2357)
simbox-para: हर्षित झारखंड से सबसे ज्यादा अवैध तरीके से एक्टिवेट किए गए फर्जी सिम कार्ड को मंगवाता था। मार्च से अब तक 1 हजार सिम कार्ड मंगवा xyxy=(1352,1947,1521,2010)
color-swatch xyxy=(450,2340,460,2357)
ek-nazar-list xyxy=(37,199,400,1816)
haryana-photo xyxy=(592,1367,717,1550)
simbox-para: झारखंड के अलावा संयुक्त अरब अमीरात, कंबोडिया, थाईलैंड, हांगकांग, चीन, वियतनाम, यूके और जर्मनी समेत अन्य स्थानों से जुड़े हुए हैं। इस मामले में अब तक हर्षित के अलावा सीएससी संचालक मोहम्मद सुल्तान और चार प्वाइंट ऑफ सेल संचालक भी गिरफ्तार हुए हैं। xyxy=(995,1915,1164,2027)
footer-bottom-rule xyxy=(21,2328,1521,2331)
islam-byline: एजेंसी xyxy=(955,1306,1142,1327)
h1b-columns xyxy=(1126,678,1521,1217)
ek-nazar-text xyxy=(37,1449,365,1579)
ek-nazar-body: अहमदाबाद प्लेन क्रैश के 4 दिन बाद एयर इंडिया के 112 पायलटों ने बीमारी की छुट्टी ली। यह जानकारी सिविल एविएशन मिनिस्टर राम मोहन नायडू ने गुरुवार को संसद में दी। उन्होंने बताया कि 16 जून को 61 सीनियर पायलट और 51 फ्लाइट ऑफिसरों ने छुट्टी के लिए अप्लाई किया था। राम मोहन नायडू कहा- इस तरह के हादसे के बाद पायलटों के मानसिक स्वास्थ्य को पहचानना और ठीक करने के लिए प्रबंधन करना बहुत जरूरी है। मंत्री ने बताया कि अब एयरलाइनों को सलाह दी गई है कि वे पायलटों के लिए सपोर्ट ग्रुप बनाएं। इधर डायरेक्टोरेट जनरल ऑफ सिविल एविएशन ने एयर इंडिया को 4 कारण बताओ नोटिस जारी किए हैं। ये नोटिस केबिन क्रू के आराम और ड्यूटी नियमों, ट्रेनिंग रूल्स, और ऑपरेशनल प्रोसीजर के उल्लंघन को लेकर हैं। xyxy=(37,919,365,1050)
haryana-body-continued xyxy=(725,1388,948,1550)
ek-nazar-headline: एनएसयूआई ने विधानसभा का किया घेराव xyxy=(37,687,333,712)
dharm-subheadline: जगद्गुरु डॉ. कौशलेंद्र प्रपन्नाचार्य सहकारिता मंत्री डॉ. प्रेम कुमार से मिले xyxy=(626,655,1084,678)
dharm-columns xyxy=(592,685,1118,1217)
lead-photo-meeting xyxy=(589,262,951,407)
color-swatch xyxy=(856,2340,867,2357)
logo xyxy=(141,36,206,102)
lead-body xyxy=(392,260,583,592)
registration-mark xyxy=(1502,2340,1513,2357)
ek-nazar-dateline: नयी दिल्ली। xyxy=(37,919,86,934)
haryana-body xyxy=(411,1367,584,1810)
